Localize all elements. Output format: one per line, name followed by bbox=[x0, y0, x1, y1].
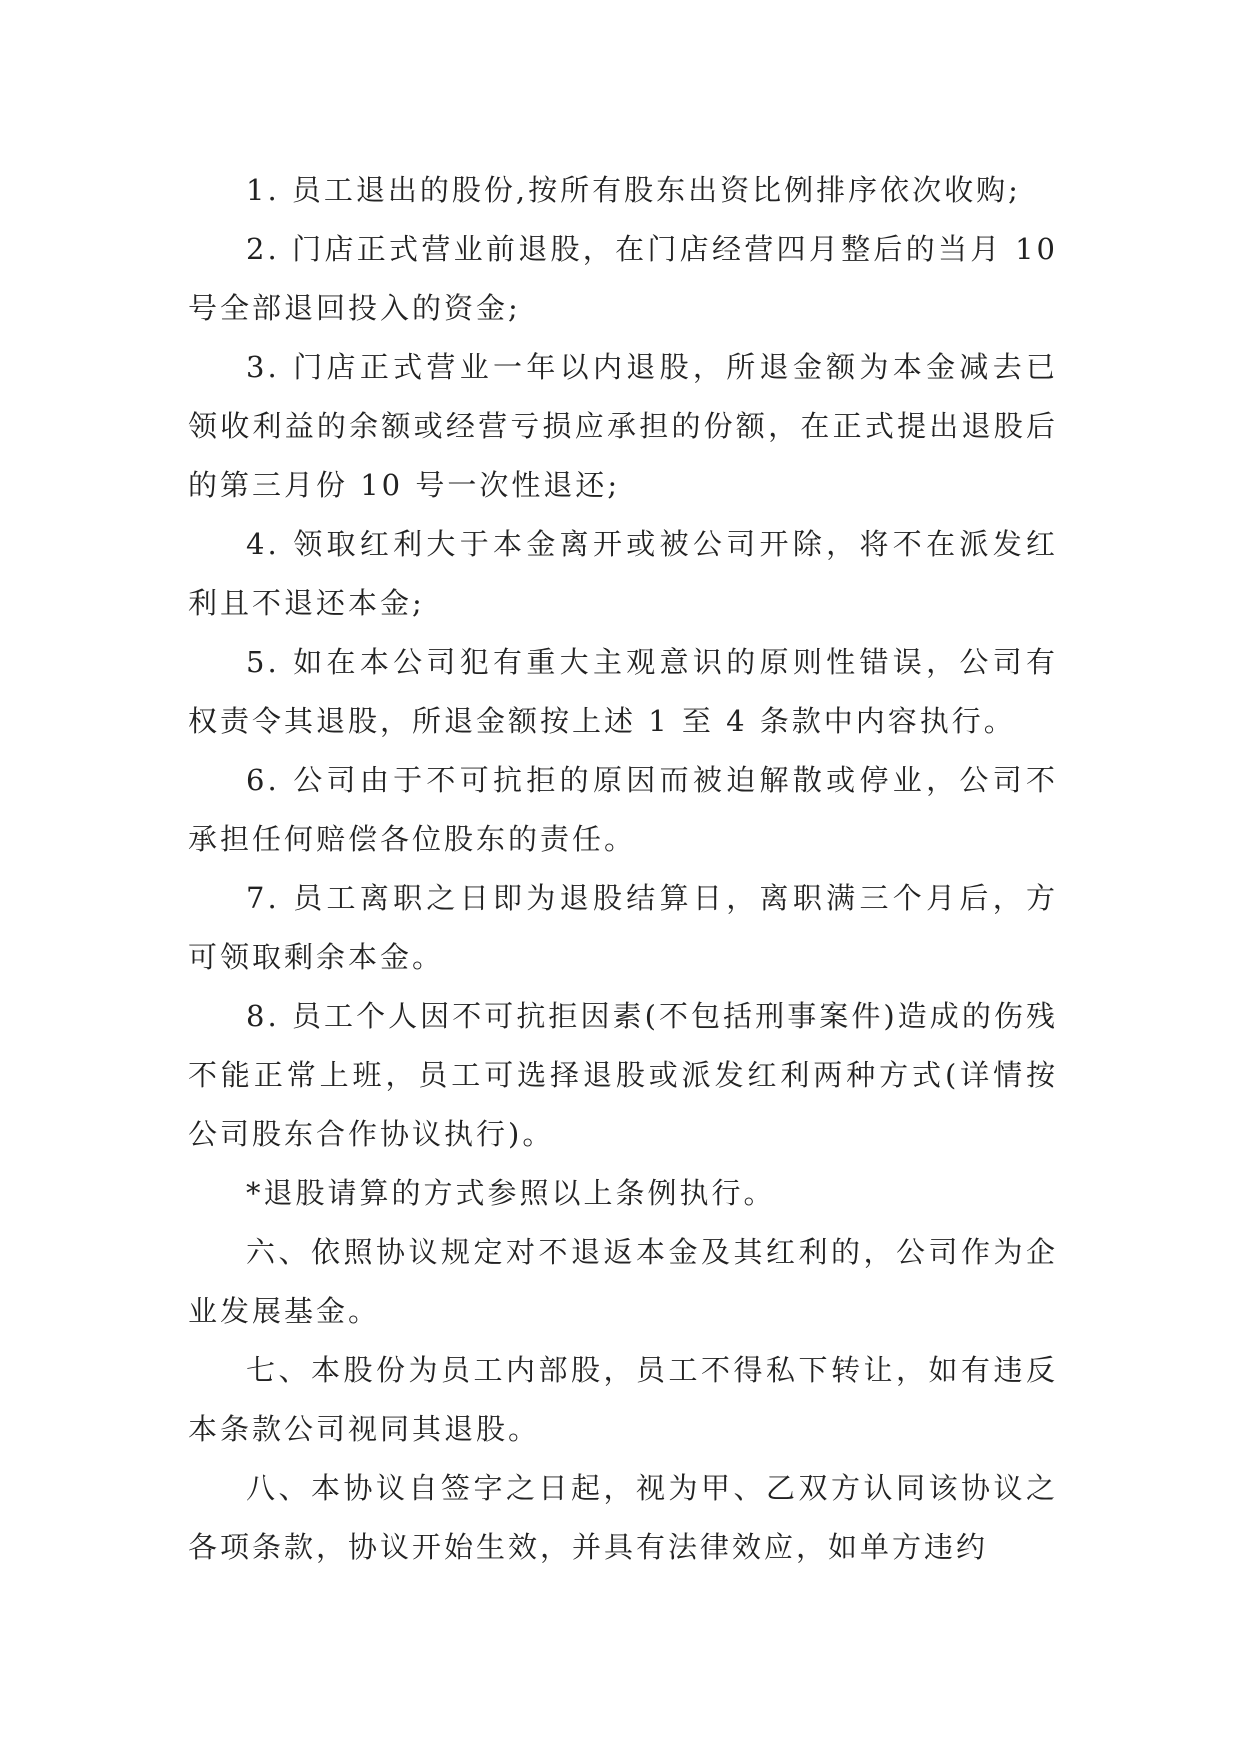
clause-3: 3. 门店正式营业一年以内退股，所退金额为本金减去已领收利益的余额或经营亏损应承担的份额，在正式提出退股后的第三月份 10 号一次性退还; bbox=[188, 350, 1058, 502]
clause-7: 7. 员工离职之日即为退股结算日，离职满三个月后，方可领取剩余本金。 bbox=[188, 881, 1058, 974]
clause-4: 4. 领取红利大于本金离开或被公司开除，将不在派发红利且不退还本金; bbox=[188, 527, 1058, 620]
clause-8: 8. 员工个人因不可抗拒因素(不包括刑事案件)造成的伤残不能正常上班，员工可选择退股或派发红利两种方式(详情按公司股东合作协议执行)。 bbox=[188, 999, 1058, 1151]
section-eight: 八、本协议自签字之日起，视为甲、乙双方认同该协议之各项条款，协议开始生效，并具有法律效应，如单方违约 bbox=[188, 1471, 1058, 1564]
clause-2: 2. 门店正式营业前退股，在门店经营四月整后的当月 10 号全部退回投入的资金; bbox=[188, 232, 1058, 325]
document-body bbox=[188, 161, 1058, 1577]
settlement-note: *退股请算的方式参照以上条例执行。 bbox=[246, 1176, 776, 1210]
clause-6: 6. 公司由于不可抗拒的原因而被迫解散或停业，公司不承担任何赔偿各位股东的责任。 bbox=[188, 763, 1058, 856]
clause-1: 1. 员工退出的股份,按所有股东出资比例排序依次收购; bbox=[246, 173, 1021, 207]
section-six: 六、依照协议规定对不退返本金及其红利的，公司作为企业发展基金。 bbox=[188, 1235, 1058, 1328]
section-seven: 七、本股份为员工内部股，员工不得私下转让，如有违反本条款公司视同其退股。 bbox=[188, 1353, 1058, 1446]
clause-5: 5. 如在本公司犯有重大主观意识的原则性错误，公司有权责令其退股，所退金额按上述 1 至 4 条款中内容执行。 bbox=[188, 645, 1058, 738]
